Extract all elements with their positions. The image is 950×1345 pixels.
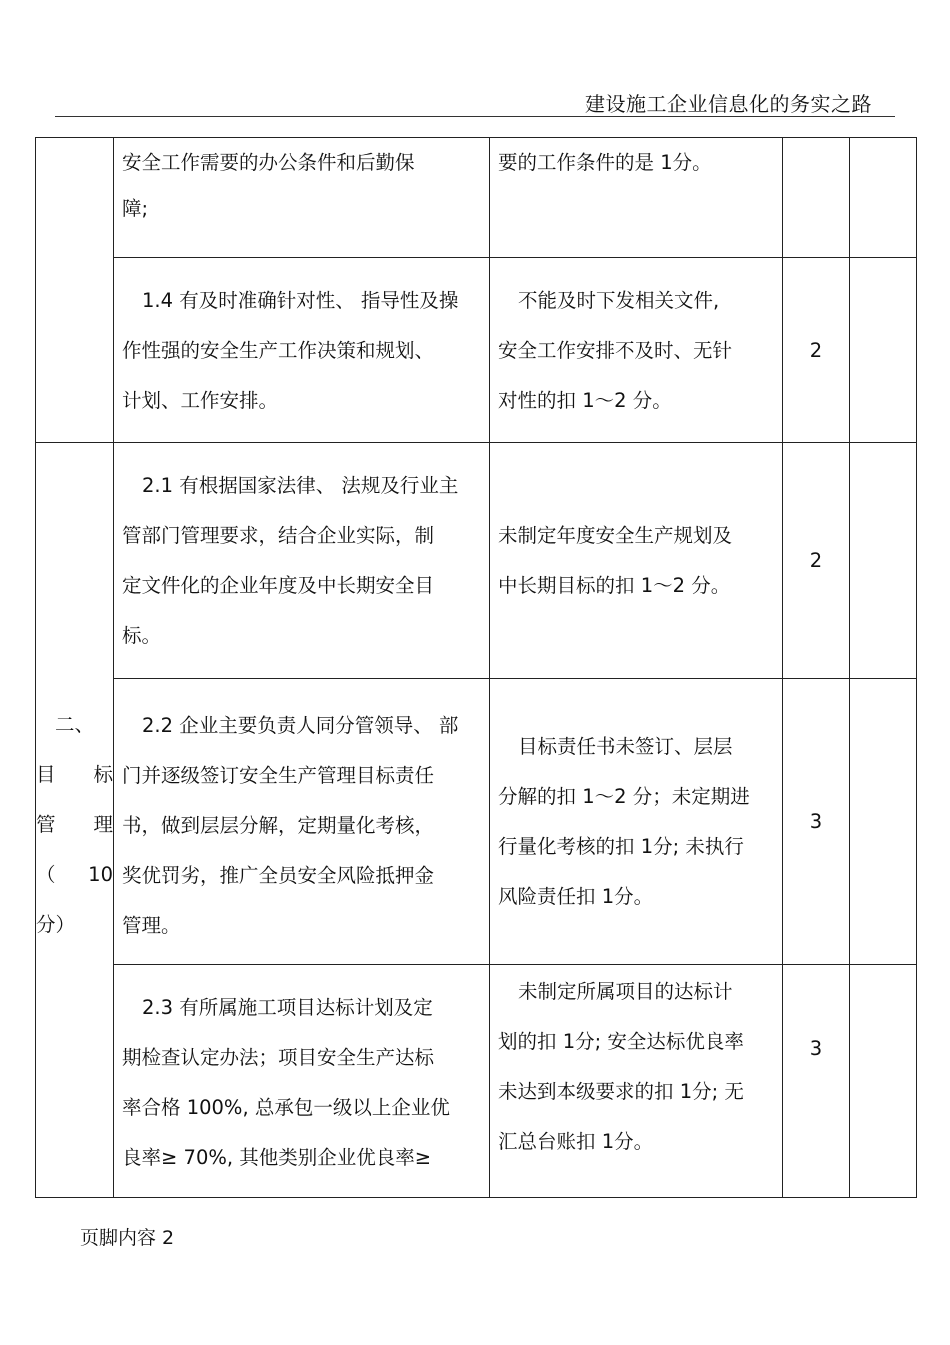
table-row	[36, 258, 917, 443]
requirement-line: 安全工作需要的办公条件和后勤保	[122, 151, 415, 174]
penalty-line: 未制定所属项目的达标计	[518, 980, 733, 1003]
score-cell: 2	[783, 258, 850, 443]
requirement-line: 良率≥ 70%, 其他类别企业优良率≥	[122, 1146, 432, 1169]
category-char: 理	[93, 813, 113, 836]
score-cell: 3	[783, 965, 850, 1198]
penalty-cell	[490, 138, 783, 258]
requirement-line: 作性强的安全生产工作决策和规划、	[122, 339, 435, 362]
category-cell-2	[36, 443, 114, 1198]
penalty-line: 行量化考核的扣 1分; 未执行	[498, 834, 744, 858]
category-line: 二、	[54, 713, 94, 736]
penalty-line: 风险责任扣 1分。	[498, 884, 654, 908]
requirement-line: 2.2 企业主要负责人同分管领导、 部	[142, 714, 459, 737]
category-char: 目	[36, 763, 56, 786]
category-line	[36, 850, 113, 900]
table-row	[36, 965, 917, 1198]
requirement-line: 率合格 100%, 总承包一级以上企业优	[122, 1096, 450, 1119]
header-rule	[55, 116, 895, 117]
penalty-cell	[490, 965, 783, 1198]
requirement-cell	[114, 965, 490, 1198]
category-char: （	[36, 863, 56, 886]
penalty-line: 不能及时下发相关文件,	[518, 289, 720, 312]
score-cell: 2	[783, 443, 850, 679]
requirement-line: 书，做到层层分解，定期量化考核，	[122, 814, 435, 837]
category-char: 标	[93, 763, 113, 786]
penalty-line: 要的工作条件的是 1分。	[498, 151, 712, 174]
requirement-line: 标。	[122, 624, 162, 647]
blank-cell	[850, 258, 917, 443]
table-row	[36, 138, 917, 258]
blank-cell	[850, 679, 917, 965]
requirement-cell	[114, 258, 490, 443]
requirement-line: 2.3 有所属施工项目达标计划及定	[142, 996, 433, 1019]
requirement-cell	[114, 679, 490, 965]
penalty-line: 中长期目标的扣 1～2 分。	[498, 573, 731, 597]
penalty-line: 分解的扣 1～2 分；未定期进	[498, 784, 750, 808]
requirement-cell	[114, 443, 490, 679]
penalty-line: 对性的扣 1～2 分。	[498, 389, 672, 412]
score-cell: 3	[783, 679, 850, 965]
requirement-line: 2.1 有根据国家法律、 法规及行业主	[142, 474, 459, 497]
requirement-line: 管部门管理要求，结合企业实际，制	[122, 524, 435, 547]
category-line	[36, 800, 113, 850]
score-cell	[783, 138, 850, 258]
requirement-cell	[114, 138, 490, 258]
header-title: 建设施工企业信息化的务实之路	[585, 92, 872, 116]
penalty-line: 目标责任书未签订、层层	[518, 734, 733, 758]
requirement-line: 管理。	[122, 914, 181, 937]
requirement-line: 障;	[122, 197, 149, 220]
criteria-table	[35, 137, 917, 1198]
category-line	[36, 750, 113, 800]
requirement-line: 1.4 有及时准确针对性、 指导性及操	[142, 289, 459, 312]
penalty-line: 划的扣 1分; 安全达标优良率	[498, 1030, 744, 1053]
penalty-line: 汇总台账扣 1分。	[498, 1130, 654, 1153]
requirement-line: 计划、工作安排。	[122, 389, 279, 412]
category-line: 分）	[36, 913, 76, 936]
footer-text: 页脚内容 2	[80, 1227, 175, 1249]
requirement-line: 奖优罚劣，推广全员安全风险抵押金	[122, 864, 435, 887]
blank-cell	[850, 138, 917, 258]
penalty-cell	[490, 443, 783, 679]
penalty-cell	[490, 679, 783, 965]
requirement-line: 期检查认定办法；项目安全生产达标	[122, 1046, 435, 1069]
penalty-line: 未达到本级要求的扣 1分; 无	[498, 1080, 744, 1103]
requirement-line: 定文件化的企业年度及中长期安全目	[122, 574, 435, 597]
category-cell-1	[36, 138, 114, 443]
category-char: 10	[88, 863, 113, 886]
penalty-line: 安全工作安排不及时、无针	[498, 339, 733, 362]
requirement-line: 门并逐级签订安全生产管理目标责任	[122, 764, 435, 787]
category-char: 管	[36, 813, 56, 836]
penalty-line: 未制定年度安全生产规划及	[498, 523, 733, 547]
blank-cell	[850, 443, 917, 679]
penalty-cell	[490, 258, 783, 443]
table-row	[36, 679, 917, 965]
table-row	[36, 443, 917, 679]
blank-cell	[850, 965, 917, 1198]
